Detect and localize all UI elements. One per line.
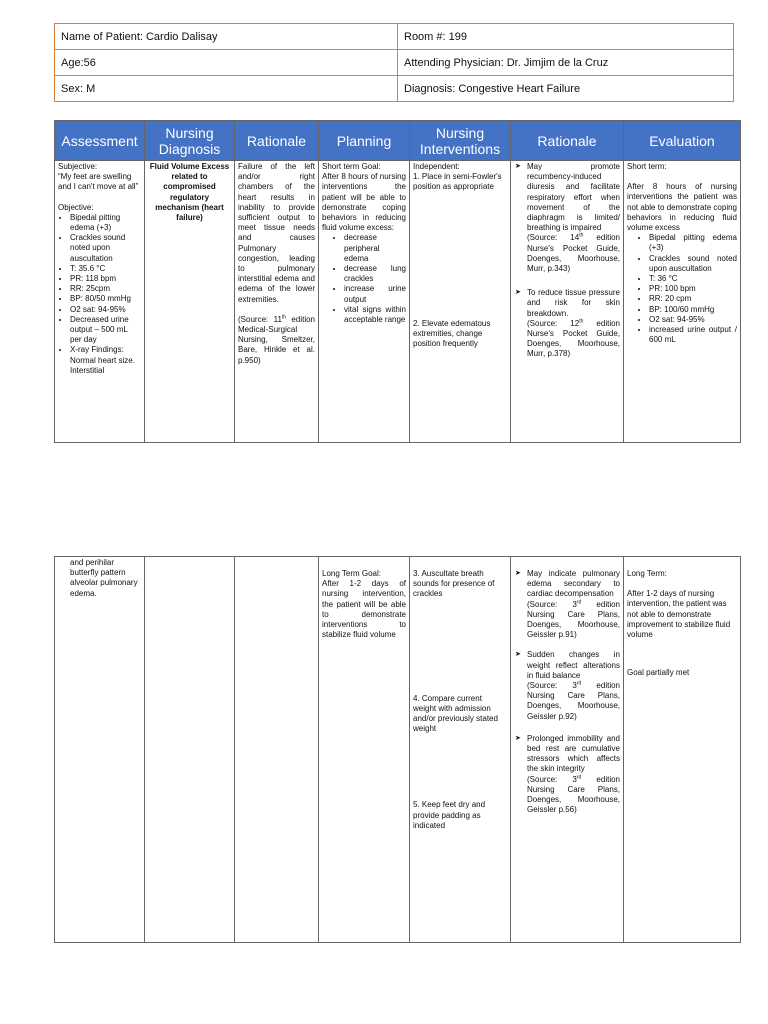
- rationale-text: Failure of the left and/or right chambers of the heart results in inability to provide sufficient output to meet tissue needs and causes Pulmonary congestion, leading to pulmonary interstitial edema and edema of the lower extremities.: [238, 162, 315, 304]
- objective-item: • O2 sat: 94-95%: [70, 305, 141, 315]
- goal-item: • increase urine output: [344, 284, 406, 304]
- header-assessment: Assessment: [55, 121, 145, 161]
- patient-age: Age:56: [55, 50, 398, 76]
- care-plan-table-page2: [54, 556, 741, 943]
- header-planning: Planning: [319, 121, 410, 161]
- objective-item: • BP: 80/50 mmHg: [70, 294, 141, 304]
- header-rationale-2: Rationale: [511, 121, 624, 161]
- intervention-item: 3. Auscultate breath sounds for presence of crackles: [413, 569, 495, 599]
- patient-name: Name of Patient: Cardio Dalisay: [55, 24, 398, 50]
- rationale-continuation-cell: [511, 557, 624, 943]
- intervention-item: 4. Compare current weight with admission and/or previously stated weight: [413, 693, 498, 734]
- nursing-diagnosis-text: Fluid Volume Excess related to compromised regulatory mechanism (heart failure): [145, 161, 235, 443]
- rationale-list: [514, 162, 620, 360]
- assessment-cell: [55, 161, 145, 443]
- evaluation-short-label: Short term:: [627, 162, 667, 171]
- evaluation-long-text: After 1-2 days of nursing intervention, the patient was not able to demonstrate improvement to stabilize fluid volume: [627, 589, 731, 640]
- independent-label: Independent:: [413, 162, 460, 171]
- long-term-planning-cell: [319, 557, 410, 943]
- objective-item: • T: 35.6 °C: [70, 264, 141, 274]
- evaluation-continuation-cell: [624, 557, 741, 943]
- care-plan-table-page1: [54, 120, 741, 443]
- patient-info-table: [54, 23, 734, 102]
- evaluation-long-label: Long Term:: [627, 569, 667, 578]
- long-term-goal-label: Long Term Goal:: [322, 569, 381, 578]
- evaluation-item: • RR: 20 cpm: [649, 294, 737, 304]
- short-term-goal-list: [322, 233, 406, 325]
- evaluation-item: • T: 36 °C: [649, 274, 737, 284]
- objective-list: [58, 213, 141, 376]
- objective-label: Objective:: [58, 202, 94, 212]
- rationale-item: ➤ May promote recumbency-induced diuresis and facilitate respiratory effort when movement of the diaphragm is limited/ breathing is impaired (Source: 14th edition Nurse's Pocket Guide, Doenges, Moorhouse, Murr, p.343): [527, 162, 620, 274]
- diagnosis: Diagnosis: Congestive Heart Failure: [398, 76, 734, 102]
- rationale-item: ➤ May indicate pulmonary edema secondary to cardiac decompensation (Source: 3rd edition Nursing Care Plans, Doenges, Moorhouse, Geissler p.91): [527, 569, 620, 640]
- evaluation-item: • BP: 100/60 mmHg: [649, 305, 737, 315]
- goal-item: • decrease peripheral edema: [344, 233, 406, 264]
- rationale-item: ➤ To reduce tissue pressure and risk for skin breakdown. (Source: 12th edition Nurse's Pocket Guide, Doenges, Moorhouse, Murr, p.378): [527, 288, 620, 359]
- nursing-diagnosis-empty-cell: [145, 557, 235, 943]
- goal-item: • vital signs within acceptable range: [344, 305, 406, 325]
- evaluation-item: • increased urine output / 600 mL: [649, 325, 737, 345]
- intervention-item: 5. Keep feet dry and provide padding as indicated: [413, 800, 486, 830]
- evaluation-item: • Bipedal pitting edema (+3): [649, 233, 737, 253]
- intervention-item: 1. Place in semi-Fowler's position as appropriate: [413, 172, 502, 192]
- short-term-goal-label: Short term Goal:: [322, 162, 381, 171]
- long-term-goal-text: After 1-2 days of nursing intervention, the patient will be able to demonstrate interventions to stabilize fluid volume: [322, 579, 406, 640]
- goal-status: Goal partially met: [627, 668, 690, 678]
- interventions-cell: [410, 161, 511, 443]
- rationale2-cell: [511, 161, 624, 443]
- objective-item: • PR: 118 bpm: [70, 274, 141, 284]
- rationale-cell: [235, 161, 319, 443]
- header-evaluation: Evaluation: [624, 121, 741, 161]
- rationale-list-2: [514, 569, 620, 815]
- objective-item: • RR: 25cpm: [70, 284, 141, 294]
- rationale-empty-cell: [235, 557, 319, 943]
- goal-item: • decrease lung crackles: [344, 264, 406, 284]
- objective-item: • Bipedal pitting edema (+3): [70, 213, 141, 233]
- evaluation-item: • Crackles sound noted upon auscultation: [649, 254, 737, 274]
- rationale-source: (Source: 11th edition Medical-Surgical Nursing, Smeltzer, Bare, Hinkle et al. p.950): [238, 314, 316, 365]
- assessment-continuation: and perihilar butterfly pattern alveolar pulmonary edema.: [70, 558, 138, 598]
- intervention-item: 2. Elevate edematous extremities, change position frequently: [413, 318, 491, 349]
- evaluation-list: [627, 233, 737, 345]
- rationale-item: ➤ Prolonged immobility and bed rest are cumulative stressors which affects the skin integrity (Source: 3rd edition Nursing Care Plans, Doenges, Moorhouse, Geissler p.56): [527, 734, 620, 816]
- short-term-goal-text: After 8 hours of nursing interventions the patient will be able to demonstrate coping behaviors in reducing fluid volume excess:: [322, 172, 406, 233]
- objective-item: • Decreased urine output – 500 mL per day: [70, 315, 141, 346]
- patient-sex: Sex: M: [55, 76, 398, 102]
- header-nursing-interventions: Nursing Interventions: [410, 121, 511, 161]
- evaluation-cell: [624, 161, 741, 443]
- assessment-continuation-cell: [55, 557, 145, 943]
- subjective-label: Subjective:: [58, 162, 98, 171]
- objective-item: • X-ray Findings: Normal heart size. Interstitial: [70, 345, 141, 376]
- room-number: Room #: 199: [398, 24, 734, 50]
- header-nursing-diagnosis: Nursing Diagnosis: [145, 121, 235, 161]
- interventions-continuation-cell: [410, 557, 511, 943]
- evaluation-short-text: After 8 hours of nursing interventions the patient was not able to demonstrate coping behaviors in reducing fluid volume excess: [627, 182, 737, 233]
- evaluation-item: • O2 sat: 94-95%: [649, 315, 737, 325]
- attending-physician: Attending Physician: Dr. Jimjim de la Cruz: [398, 50, 734, 76]
- rationale-item: ➤ Sudden changes in weight reflect alterations in fluid balance (Source: 3rd edition Nursing Care Plans, Doenges, Moorhouse, Geissler p.92): [527, 650, 620, 721]
- objective-item: • Crackles sound noted upon auscultation: [70, 233, 141, 264]
- planning-cell: [319, 161, 410, 443]
- header-rationale: Rationale: [235, 121, 319, 161]
- subjective-quote: “My feet are swelling and I can't move at all”: [58, 172, 139, 192]
- evaluation-item: • PR: 100 bpm: [649, 284, 737, 294]
